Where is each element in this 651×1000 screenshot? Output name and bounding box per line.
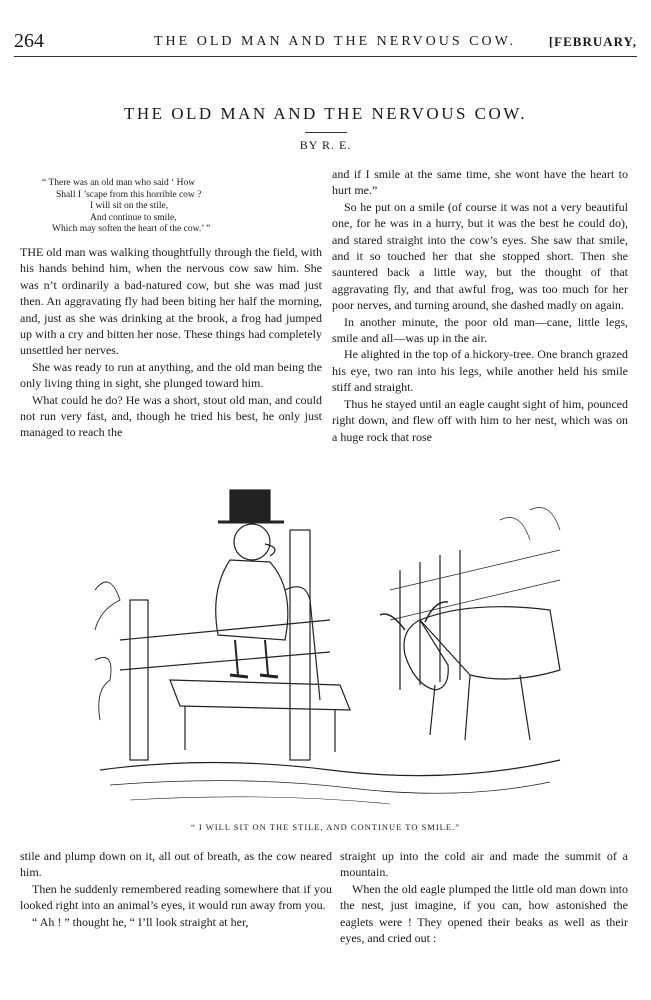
illustration-old-man-on-stile: [90, 470, 570, 816]
page-header: [14, 30, 637, 57]
byline: BY R. E.: [299, 138, 352, 152]
paragraph: and if I smile at the same time, she wont have the heart to hurt me.”: [332, 167, 628, 198]
paragraph: Then he suddenly remembered reading somewhere that if you looked right into an animal’s eyes, it would run away from you.: [20, 881, 332, 913]
paragraph: “ Ah ! ” thought he, “ I’ll look straight at her,: [32, 914, 249, 929]
paragraph: straight up into the cold air and made the summit of a mountain.: [340, 849, 628, 880]
paragraph: He alighted in the top of a hickory-tree. One branch grazed his eye, two ran into his legs, while another held his smile stiff and straight.: [332, 347, 628, 395]
paragraph: When the old eagle plumped the little old man down into the nest, just imagine, if you can, how astonished the eaglets were ! They opened their beaks as well as their eyes, and cried out :: [340, 881, 628, 946]
running-title: THE OLD MAN AND THE NERVOUS COW.: [154, 34, 517, 49]
left-column-top: [20, 244, 322, 441]
verse-line: I will sit on the stile,: [90, 201, 169, 211]
right-column-top: [332, 166, 628, 445]
running-month: [FEBRUARY,: [548, 34, 637, 49]
paragraph: In another minute, the poor old man—cane, little legs, smile and all—was up in the air.: [332, 314, 628, 346]
paragraph: She was ready to run at anything, and the old man being the only living thing in sight, she plunged toward him.: [20, 359, 322, 391]
verse-line: Which may soften the heart of the cow.’ ”: [52, 224, 211, 234]
title-rule: [305, 132, 347, 133]
opening-word: THE: [20, 245, 44, 259]
paragraph: stile and plump down on it, all out of breath, as the cow neared him.: [20, 849, 332, 880]
paragraph: Thus he stayed until an eagle caught sight of him, pounced right down, and flew off with him to her nest, which was on a huge rock that rose: [332, 396, 628, 444]
page-number: 264: [14, 30, 44, 52]
paragraph: So he put on a smile (of course it was not a very beautiful one, for he was in a hurry, but it was the best he could do), and stared straight into the cow’s eyes. She saw that smile, and it so touched her that she stopped short. Then she sauntered back a little way, but the thought of that aggravating fly, and that awful frog, was too much for her poor nerves, and turning around, she dashed madly on again.: [332, 199, 628, 313]
verse-line: And continue to smile,: [90, 212, 177, 223]
left-column-bottom: [20, 848, 332, 930]
illustration-caption: “ I WILL SIT ON THE STILE, AND CONTINUE TO SMILE.”: [191, 822, 460, 832]
right-column-bottom: [340, 848, 628, 946]
article-title: THE OLD MAN AND THE NERVOUS COW.: [123, 104, 528, 123]
epigraph-verse: [42, 178, 312, 236]
verse-line: Shall I ’scape from this horrible cow ?: [56, 189, 202, 200]
paragraph: What could he do? He was a short, stout old man, and could not run very fast, and, though he tried his best, he only just managed to reach the: [20, 392, 322, 440]
paragraph: THE old man was walking thoughtfully through the field, with his hands behind him, when the nervous cow saw him. She was n’t ordinarily a bad-natured cow, but she was mad just then. An aggravating fly had been biting her half the morning, and, just as she was drinking at the brook, a frog had jumped up with a cry and bitten her nose. These things had completely unsettled her nerves.: [20, 245, 322, 358]
verse-line: “ There was an old man who said ‘ How: [42, 178, 196, 188]
